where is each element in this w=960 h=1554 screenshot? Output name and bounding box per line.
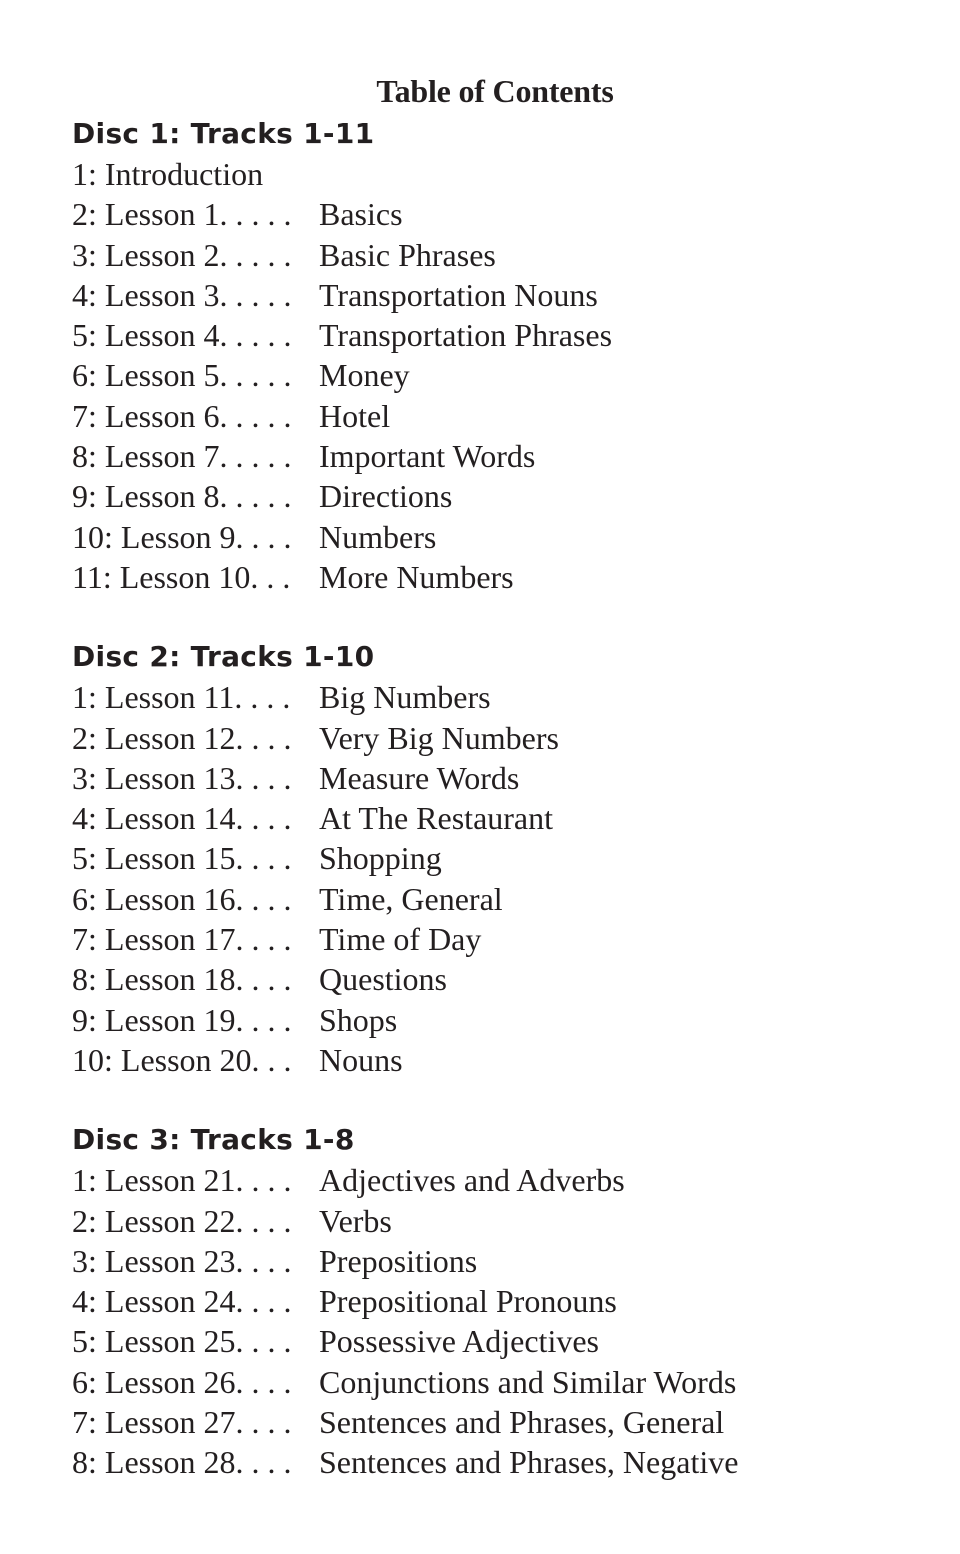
track-label: 2: Lesson 1 <box>72 196 220 233</box>
dot-leader: . . . . <box>235 1323 292 1360</box>
track-entry <box>72 1321 892 1361</box>
dot-leader: . . . . <box>235 880 292 917</box>
dot-leader: . . . . . <box>219 317 292 354</box>
dot-leader: . . . . <box>235 921 292 958</box>
track-label: 7: Lesson 17 <box>72 921 236 958</box>
track-entry <box>72 235 892 275</box>
track-entry <box>72 879 892 919</box>
track-label: 7: Lesson 6 <box>72 397 220 434</box>
track-topic: Nouns <box>319 1041 403 1078</box>
table-of-contents-page <box>72 68 892 1483</box>
track-topic: Questions <box>319 961 447 998</box>
track-topic: Measure Words <box>319 759 520 796</box>
track-entry <box>72 476 892 516</box>
track-topic: Conjunctions and Similar Words <box>319 1363 737 1400</box>
track-entry <box>72 1362 892 1402</box>
track-topic: Possessive Adjectives <box>319 1323 599 1360</box>
track-topic: Very Big Numbers <box>319 719 559 756</box>
disc-2-section <box>72 637 892 1080</box>
track-entry <box>72 1000 892 1040</box>
track-entry <box>72 1160 892 1200</box>
track-topic: Prepositional Pronouns <box>319 1283 617 1320</box>
dot-leader: . . . . <box>235 1001 292 1038</box>
dot-leader: . . . . <box>235 800 292 837</box>
track-topic: Shopping <box>319 840 442 877</box>
track-label: 6: Lesson 5 <box>72 357 220 394</box>
dot-leader: . . . . . <box>219 357 292 394</box>
dot-leader: . . . . <box>235 961 292 998</box>
track-label: 2: Lesson 22 <box>72 1202 236 1239</box>
track-entry <box>72 1281 892 1321</box>
section-spacer <box>72 597 892 637</box>
track-entry <box>72 677 892 717</box>
dot-leader: . . . . . <box>219 397 292 434</box>
track-topic: Hotel <box>319 397 391 434</box>
track-label: 3: Lesson 23 <box>72 1242 236 1279</box>
track-entry <box>72 1040 892 1080</box>
track-entry <box>72 798 892 838</box>
dot-leader: . . . . <box>235 1363 292 1400</box>
dot-leader: . . . . <box>234 679 291 716</box>
track-topic: Directions <box>319 478 453 515</box>
dot-leader: . . . . <box>235 1404 292 1441</box>
track-entry <box>72 355 892 395</box>
track-label: 5: Lesson 15 <box>72 840 236 877</box>
disc-heading: Disc 2: Tracks 1-10 <box>72 640 375 674</box>
track-topic: Sentences and Phrases, General <box>319 1404 725 1441</box>
track-entry <box>72 1402 892 1442</box>
dot-leader: . . . . . <box>219 478 292 515</box>
track-list <box>72 677 892 1080</box>
track-topic: More Numbers <box>319 558 514 595</box>
track-entry <box>72 1201 892 1241</box>
track-topic: Basics <box>319 196 403 233</box>
track-list <box>72 154 892 597</box>
track-entry <box>72 315 892 355</box>
dot-leader: . . . . . <box>219 196 292 233</box>
track-entry <box>72 1241 892 1281</box>
track-label: 8: Lesson 7 <box>72 438 220 475</box>
track-label: 8: Lesson 28 <box>72 1444 236 1481</box>
dot-leader: . . . . <box>235 1283 292 1320</box>
track-label: 4: Lesson 3 <box>72 276 220 313</box>
track-label: 2: Lesson 12 <box>72 719 236 756</box>
track-label: 7: Lesson 27 <box>72 1404 236 1441</box>
dot-leader: . . . <box>251 1041 292 1078</box>
track-entry <box>72 154 892 194</box>
track-label: 11: Lesson 10 <box>72 558 251 595</box>
track-topic: Big Numbers <box>319 679 491 716</box>
dot-leader: . . . . . <box>219 236 292 273</box>
track-label: 9: Lesson 8 <box>72 478 220 515</box>
track-label: 5: Lesson 25 <box>72 1323 236 1360</box>
track-topic: Important Words <box>319 438 536 475</box>
track-topic: Sentences and Phrases, Negative <box>319 1444 739 1481</box>
track-topic: Basic Phrases <box>319 236 496 273</box>
track-topic: Prepositions <box>319 1242 478 1279</box>
track-label: 1: Lesson 21 <box>72 1162 236 1199</box>
track-entry <box>72 1442 892 1482</box>
track-entry <box>72 838 892 878</box>
track-entry <box>72 396 892 436</box>
track-entry <box>72 436 892 476</box>
track-label: 3: Lesson 2 <box>72 236 220 273</box>
dot-leader: . . . . <box>235 1202 292 1239</box>
track-entry <box>72 758 892 798</box>
track-topic: At The Restaurant <box>319 800 554 837</box>
dot-leader: . . . . <box>235 1242 292 1279</box>
track-list <box>72 1160 892 1482</box>
disc-3-section <box>72 1120 892 1482</box>
track-entry <box>72 275 892 315</box>
disc-1-section <box>72 114 892 597</box>
page-title: Table of Contents <box>376 73 614 109</box>
disc-heading: Disc 1: Tracks 1-11 <box>72 117 375 150</box>
track-label: 10: Lesson 9 <box>72 518 236 555</box>
track-entry <box>72 194 892 234</box>
track-topic: Time, General <box>319 880 503 917</box>
track-label: 9: Lesson 19 <box>72 1001 236 1038</box>
dot-leader: . . . . <box>235 518 292 555</box>
track-label: 1: Lesson 11 <box>72 679 235 716</box>
track-label: 3: Lesson 13 <box>72 759 236 796</box>
track-topic: Money <box>319 357 410 394</box>
track-label: 6: Lesson 16 <box>72 880 236 917</box>
track-topic: Transportation Phrases <box>319 317 613 354</box>
dot-leader: . . . . <box>235 1444 292 1481</box>
track-entry <box>72 557 892 597</box>
track-label: 4: Lesson 24 <box>72 1283 236 1320</box>
dot-leader: . . . . . <box>219 438 292 475</box>
track-topic: Verbs <box>319 1202 392 1239</box>
track-label: 8: Lesson 18 <box>72 961 236 998</box>
track-entry <box>72 517 892 557</box>
track-topic: Time of Day <box>319 921 482 958</box>
disc-heading: Disc 3: Tracks 1-8 <box>72 1123 355 1157</box>
track-label: 5: Lesson 4 <box>72 317 220 354</box>
track-entry <box>72 718 892 758</box>
track-topic: Shops <box>319 1001 398 1038</box>
dot-leader: . . . . . <box>219 276 292 313</box>
track-topic: Numbers <box>319 518 437 555</box>
dot-leader: . . . . <box>235 759 292 796</box>
track-entry <box>72 959 892 999</box>
track-label: 10: Lesson 20 <box>72 1041 252 1078</box>
track-topic: Transportation Nouns <box>319 276 598 313</box>
dot-leader: . . . <box>250 558 291 595</box>
track-label: 4: Lesson 14 <box>72 800 236 837</box>
track-topic: Adjectives and Adverbs <box>319 1162 625 1199</box>
track-entry <box>72 919 892 959</box>
dot-leader: . . . . <box>235 719 292 756</box>
track-label: 6: Lesson 26 <box>72 1363 236 1400</box>
section-spacer <box>72 1080 892 1120</box>
dot-leader: . . . . <box>235 840 292 877</box>
track-label: 1: Introduction <box>72 156 264 192</box>
dot-leader: . . . . <box>235 1162 292 1199</box>
